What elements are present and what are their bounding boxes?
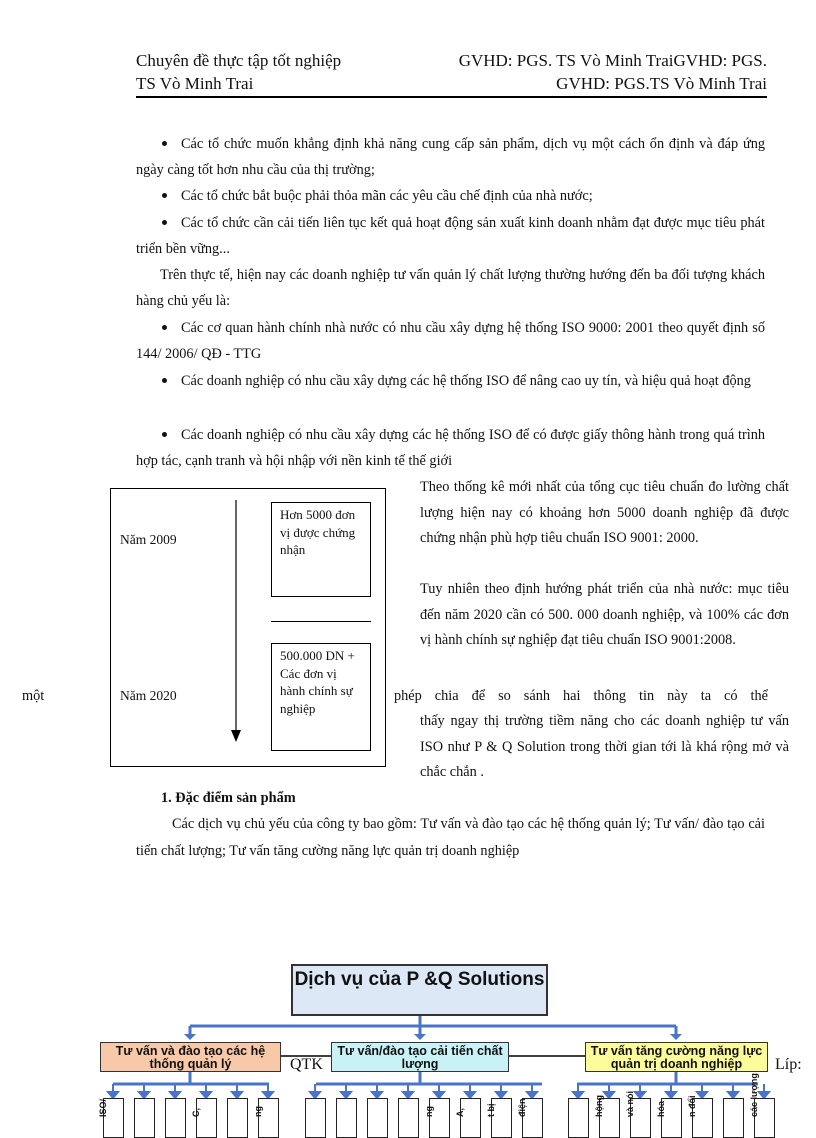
timeline-year-2020: Năm 2020 (120, 688, 177, 703)
bullet-item: Các tổ chức bắt buộc phải thỏa mãn các yêu cầu chế định của nhà nước; (136, 183, 765, 209)
bullet-item: Các cơ quan hành chính nhà nước có nhu cầu xây dựng hệ thống ISO 9000: 2001 theo quyết định số 144/ 2006/ QĐ - TTG (136, 320, 765, 362)
bullet-item: Các tổ chức cần cải tiến liên tục kết quả hoạt động sản xuất kinh doanh nhằm đạt được mục tiêu phát triển bền vững... (136, 215, 765, 257)
org-chart-leaf (625, 1090, 651, 1138)
org-chart-leaf (749, 1073, 775, 1138)
intro-paragraph: Trên thực tế, hiện nay các doanh nghiệp tư vấn quản lý chất lượng thường hướng đến ba đối tượng khách hàng chủ yếu là: (136, 267, 765, 309)
org-chart-leaf-label: hộng (594, 1095, 604, 1117)
right-paragraph-3-first: phép chia để so sánh hai thông tin này ta có thể (394, 688, 768, 704)
header-line2-right: GVHD: PGS.TS Vò Minh Trai (556, 74, 767, 93)
timeline-year-2009: Năm 2009 (120, 532, 177, 547)
bullet-item: Các doanh nghiệp có nhu cầu xây dựng các hệ thống ISO để nâng cao uy tín, và hiệu quả hoạt động (136, 368, 765, 394)
org-chart-leaf (398, 1098, 419, 1138)
org-chart-leaf (227, 1098, 248, 1138)
section-paragraph: Các dịch vụ chủ yếu của công ty bao gồm: Tư vấn và đào tạo các hệ thống quản lý; Tư vấn/ đào tạo cải tiến chất lượng; Tư vấn tăng cường năng lực quản trị doanh nghiệp (136, 816, 765, 859)
org-chart-leaf (305, 1098, 326, 1138)
right-paragraph-3-rest: thấy ngay thị trường tiềm năng cho các doanh nghiệp tư vấn ISO như P & Q Solution trong thời gian tới là khá rộng mở và chắc chắn . (420, 713, 789, 781)
org-chart-leaf (191, 1098, 217, 1138)
org-chart-leaf (687, 1095, 713, 1138)
org-chart-leaf-label: C, (191, 1108, 201, 1117)
org-chart-leaf (455, 1098, 481, 1138)
header-line2-left: TS Vò Minh Trai (136, 74, 254, 93)
org-chart-leaf-label: ng (424, 1106, 434, 1117)
org-chart-category: Tư vấn và đào tạo các hệ thống quản lý (100, 1042, 281, 1072)
section-heading: 1. Đặc điểm sản phẩm (161, 790, 296, 806)
footer-left-text: QTK (290, 1056, 323, 1073)
org-chart-title: Dịch vụ của P &Q Solutions (291, 964, 548, 1016)
org-chart-leaf (336, 1098, 357, 1138)
org-chart-category: Tư vấn/đào tạo cải tiến chất lượng (331, 1042, 509, 1072)
org-chart-category: Tư vấn tăng cường năng lực quản trị doanh nghiệp (585, 1042, 768, 1072)
org-chart-leaf (656, 1098, 682, 1138)
org-chart-leaf-label: điện (517, 1098, 527, 1117)
org-chart-leaf-label: A, (455, 1108, 465, 1117)
org-chart-leaf (253, 1098, 279, 1138)
org-chart-leaf (517, 1098, 543, 1138)
right-paragraph-2: Tuy nhiên theo định hướng phát triển của nhà nước: mục tiêu đến năm 2020 cần có 500. 000 doanh nghiệp, và 100% các đơn vị hành chính sự nghiệp đạt tiêu chuẩn ISO 9001:2008. (420, 581, 789, 649)
bullet-item: Các tổ chức muốn khẳng định khả năng cung cấp sản phẩm, dịch vụ một cách ổn định và đáp ứng ngày càng tốt hơn nhu cầu của thị trường; (136, 136, 765, 178)
timeline-box-2020: 500.000 DN + Các đơn vị hành chính sự nghiệp (271, 643, 371, 751)
org-chart-leaf (568, 1098, 589, 1138)
bullet-item: Các doanh nghiệp có nhu cầu xây dựng các hệ thống ISO để có được giấy thông hành trong quá trình hợp tác, cạnh tranh và hội nhập với nền kinh tế thế giới (136, 427, 765, 469)
org-chart-leaf-label: các lượng (749, 1073, 759, 1117)
org-chart-leaf (723, 1098, 744, 1138)
footer-right-text: Líp: (775, 1056, 802, 1073)
org-chart-leaf-label: và nói (625, 1090, 635, 1117)
org-chart-leaf (165, 1098, 186, 1138)
org-chart-leaf (594, 1095, 620, 1138)
org-chart-leaf (424, 1098, 450, 1138)
org-chart-leaf (134, 1098, 155, 1138)
org-chart-leaf-label: ISO/ (98, 1098, 108, 1117)
header-line1-right: GVHD: PGS. TS Vò Minh TraiGVHD: PGS. (458, 51, 767, 70)
org-chart-leaf (367, 1098, 388, 1138)
org-chart-leaf-label: n đổi (687, 1095, 697, 1117)
org-chart-leaf-label: t bị (486, 1103, 496, 1117)
org-chart-leaf (98, 1098, 124, 1138)
org-chart-leaf-label: hóa (656, 1100, 666, 1117)
header-line1-left: Chuyên đề thực tập tốt nghiệp (136, 51, 342, 70)
stray-word: một (22, 688, 45, 704)
org-chart-leaf-label: ng (253, 1106, 263, 1117)
timeline-box-2009: Hơn 5000 đơn vị được chứng nhận (271, 502, 371, 597)
org-chart-leaf (486, 1098, 512, 1138)
right-paragraph-1: Theo thống kê mới nhất của tổng cục tiêu chuẩn đo lường chất lượng hiện nay có khoảng hơn 5000 doanh nghiệp đã được chứng nhận phù hợp tiêu chuẩn ISO 9001: 2000. (420, 479, 789, 547)
